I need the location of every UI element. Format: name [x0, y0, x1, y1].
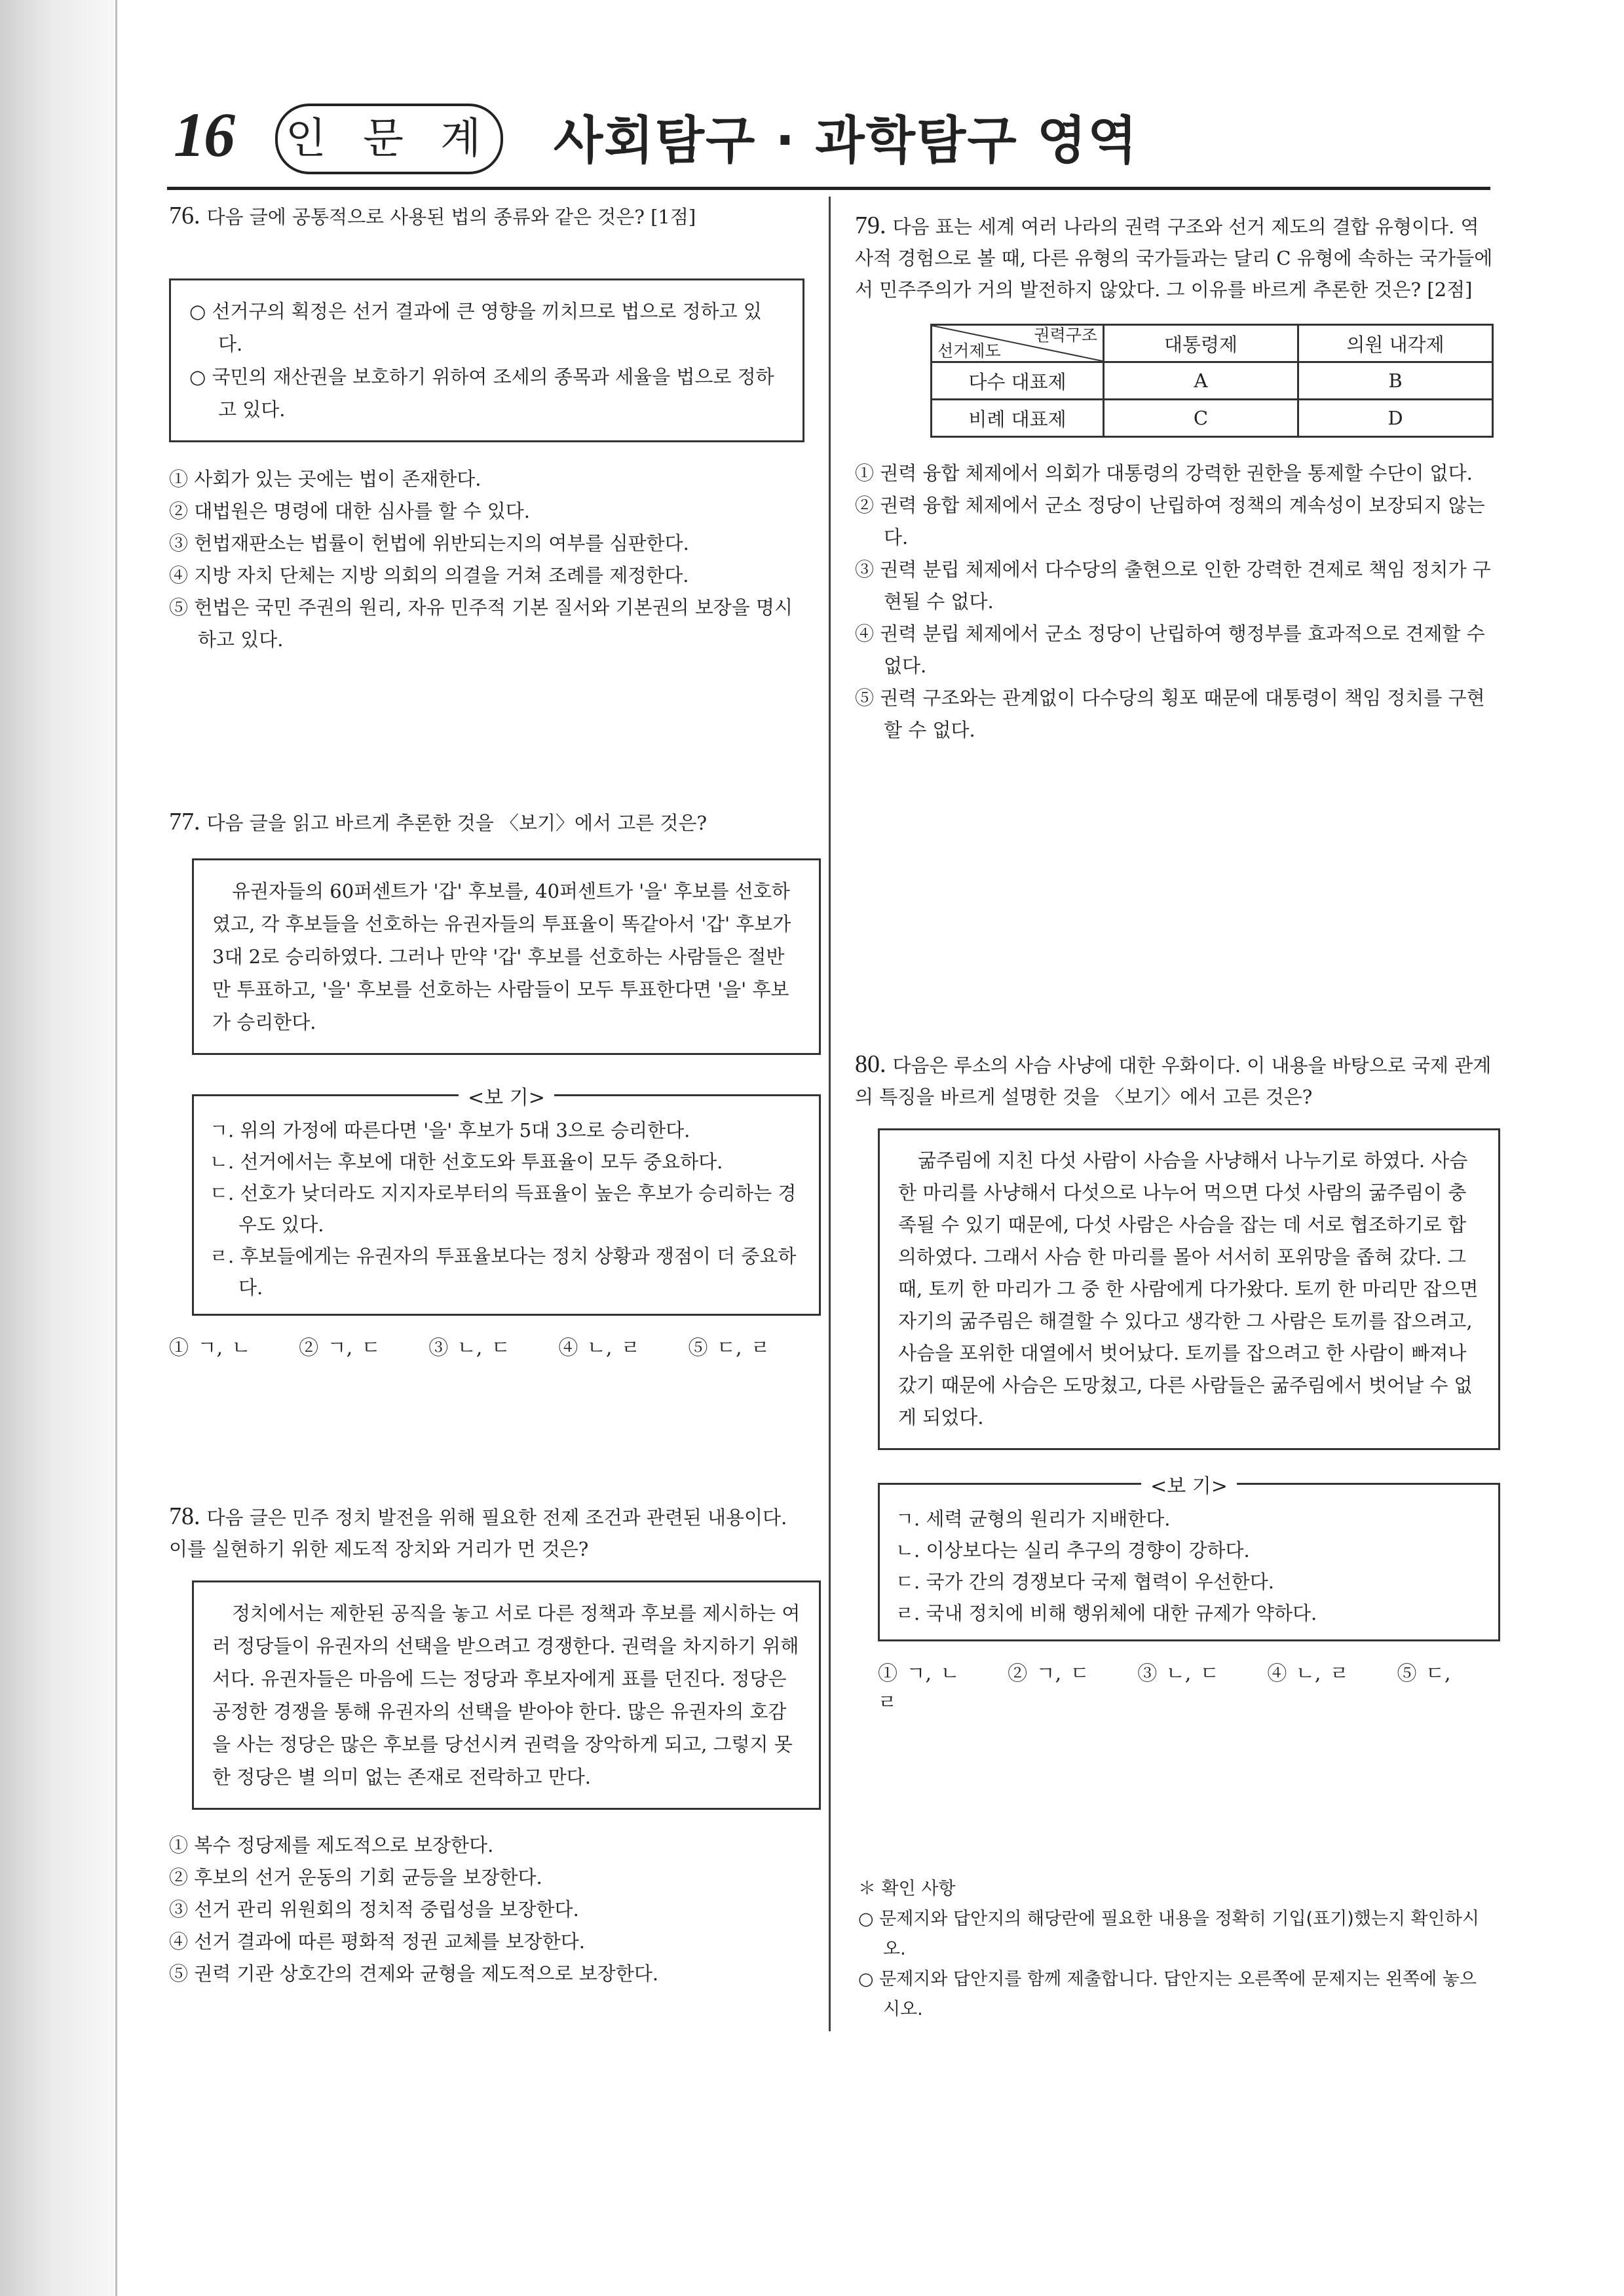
bogi-item: ㄷ. 국가 간의 경쟁보다 국제 협력이 우선한다. [896, 1571, 1274, 1593]
column-divider [829, 197, 831, 2031]
passage-box [169, 278, 804, 442]
bogi-item: ㄱ. 세력 균형의 원리가 지배한다. [896, 1508, 1171, 1530]
table-cell: C [1104, 400, 1298, 437]
answer-choice-2[interactable]: ② 권력 융합 체제에서 군소 정당이 난립하여 정책의 계속성이 보장되지 않는다. [855, 494, 1485, 548]
row-header: 다수 대표제 [932, 362, 1104, 400]
table-corner [932, 325, 1104, 362]
passage-line: ○ 선거구의 획정은 선거 결과에 큰 영향을 끼치므로 법으로 정하고 있다. [189, 300, 762, 355]
answer-choices [169, 1829, 811, 1990]
answer-option-5[interactable]: ⑤ ㄷ, ㄹ [878, 1662, 1451, 1714]
question-76 [169, 200, 811, 656]
corner-bottom-label: 선거제도 [937, 341, 1001, 360]
answer-choice-3[interactable]: ③ 헌법재판소는 법률이 헌법에 위반되는지의 여부를 심판한다. [169, 532, 689, 554]
notes-title: ＊ 확인 사항 [858, 1879, 956, 1899]
answer-option-3[interactable]: ③ ㄴ, ㄷ [1137, 1662, 1219, 1685]
bogi-box [878, 1475, 1500, 1641]
question-stem: 76. 다음 글에 공통적으로 사용된 법의 종류와 같은 것은? [1점] [169, 202, 696, 229]
answer-choices [169, 463, 811, 656]
answer-choice-3[interactable]: ③ 권력 분립 체제에서 다수당의 출현으로 인한 강력한 견제로 책임 정치가 구현될 수 없다. [855, 558, 1491, 613]
answer-option-4[interactable]: ④ ㄴ, ㄹ [1267, 1662, 1349, 1685]
table-cell: D [1298, 400, 1493, 437]
answer-choice-4[interactable]: ④ 권력 분립 체제에서 군소 정당이 난립하여 행정부를 효과적으로 견제할 수 없다. [855, 622, 1485, 677]
track-badge: 인 문 계 [275, 104, 503, 174]
row-header: 비례 대표제 [932, 400, 1104, 437]
answer-option-2[interactable]: ② ㄱ, ㄷ [299, 1337, 381, 1360]
question-80 [855, 1048, 1494, 1715]
answer-choice-1[interactable]: ① 권력 융합 체제에서 의회가 대통령의 강력한 권한을 통제할 수단이 없다. [855, 462, 1473, 484]
answer-options [878, 1657, 1494, 1715]
answer-choices [855, 457, 1494, 746]
answer-choice-1[interactable]: ① 사회가 있는 곳에는 법이 존재한다. [169, 468, 482, 490]
bogi-item: ㄱ. 위의 가정에 따른다면 '을' 후보가 5대 3으로 승리한다. [210, 1119, 690, 1141]
bogi-box [192, 1086, 821, 1316]
question-77 [169, 806, 811, 1360]
page-number: 16 [174, 100, 234, 170]
question-stem: 79. 다음 표는 세계 여러 나라의 권력 구조와 선거 제도의 결합 유형이다. 역사적 경험으로 볼 때, 다른 유형의 국가들과는 달리 C 유형에 속하는 국가들에서 민주주의가 거의 발전하지 않았다. 그 이유를 바르게 추론한 것은? [2점] [855, 212, 1493, 301]
answer-options [169, 1331, 811, 1360]
bogi-label: <보 기> [1141, 1475, 1237, 1498]
note-item: ○ 문제지와 답안지를 함께 제출합니다. 답안지는 오른쪽에 문제지는 왼쪽에 놓으시오. [858, 1969, 1477, 2019]
passage-box [878, 1128, 1500, 1450]
passage-text: 유권자들의 60퍼센트가 '갑' 후보를, 40퍼센트가 '을' 후보를 선호하였고, 각 후보들을 선호하는 유권자들의 투표율이 똑같아서 '갑' 후보가 3대 2로 승리하였다. 그러나 만약 '갑' 후보를 선호하는 사람들은 절반만 투표하고, '을' 후보를 선호하는 사람들이 모두 투표한다면 '을' 후보가 승리한다. [212, 880, 791, 1033]
question-number: 79. [855, 212, 886, 239]
answer-choice-1[interactable]: ① 복수 정당제를 제도적으로 보장한다. [169, 1834, 494, 1856]
question-number: 80. [855, 1050, 886, 1078]
header-rule [167, 187, 1490, 190]
bogi-item: ㄴ. 선거에서는 후보에 대한 선호도와 투표율이 모두 중요하다. [210, 1151, 723, 1173]
passage-text: 정치에서는 제한된 공직을 놓고 서로 다른 정책과 후보를 제시하는 여러 정당들이 유권자의 선택을 받으려고 경쟁한다. 권력을 차지하기 위해서다. 유권자들은 마음에 드는 정당과 후보자에게 표를 던진다. 정당은 공정한 경쟁을 통해 유권자의 선택을 받아야 한다. 많은 유권자의 호감을 사는 정당은 많은 후보를 당선시켜 권력을 장악하게 되고, 그렇지 못한 정당은 별 의미 없는 존재로 전락하고 만다. [212, 1602, 801, 1788]
question-number: 78. [169, 1502, 200, 1530]
answer-option-1[interactable]: ① ㄱ, ㄴ [878, 1662, 960, 1685]
question-stem: 80. 다음은 루소의 사슴 사냥에 대한 우화이다. 이 내용을 바탕으로 국제 관계의 특징을 바르게 설명한 것을 〈보기〉에서 고른 것은? [855, 1050, 1492, 1108]
bogi-item: ㄹ. 국내 정치에 비해 행위체에 대한 규제가 약하다. [896, 1602, 1317, 1624]
question-number: 76. [169, 202, 200, 229]
answer-option-5[interactable]: ⑤ ㄷ, ㄹ [688, 1337, 770, 1360]
column-header: 의원 내각제 [1298, 325, 1493, 362]
answer-choice-4[interactable]: ④ 지방 자치 단체는 지방 의회의 의결을 거쳐 조례를 제정한다. [169, 564, 689, 586]
column-header: 대통령제 [1104, 325, 1298, 362]
book-spine-shadow [0, 0, 115, 2296]
spine-edge [115, 0, 117, 2296]
passage-text: 굶주림에 지친 다섯 사람이 사슴을 사냥해서 나누기로 하였다. 사슴 한 마리를 사냥해서 다섯으로 나누어 먹으면 다섯 사람의 굶주림이 충족될 수 있기 때문에, 다섯 사람은 사슴을 잡는 데 서로 협조하기로 합의하였다. 그래서 사슴 한 마리를 몰아 서서히 포위망을 좁혀 갔다. 그 때, 토끼 한 마리가 그 중 한 사람에게 다가왔다. 토끼 한 마리만 잡으면 자기의 굶주림은 해결할 수 있다고 생각한 그 사람은 토끼를 잡으려고, 사슴을 포위한 대열에서 벗어났다. 토끼를 잡으려고 한 사람이 빠져나갔기 때문에 사슴은 도망쳤고, 다른 사람들은 굶주림에서 벗어날 수 없게 되었다. [898, 1149, 1479, 1428]
question-78 [169, 1501, 811, 1990]
passage-line: ○ 국민의 재산권을 보호하기 위하여 조세의 종목과 세율을 법으로 정하고 있다. [189, 366, 774, 421]
confirmation-notes [858, 1874, 1494, 2025]
question-stem: 77. 다음 글을 읽고 바르게 추론한 것을 〈보기〉에서 고른 것은? [169, 808, 708, 835]
page-header [167, 92, 1490, 183]
passage-box [192, 1580, 821, 1810]
answer-option-1[interactable]: ① ㄱ, ㄴ [169, 1337, 251, 1360]
exam-title: 사회탐구 · 과학탐구 영역 [554, 111, 1139, 170]
bogi-item: ㄷ. 선호가 낮더라도 지지자로부터의 득표율이 높은 후보가 승리하는 경우도 있다. [210, 1182, 797, 1236]
answer-choice-2[interactable]: ② 후보의 선거 운동의 기회 균등을 보장한다. [169, 1866, 542, 1888]
answer-choice-5[interactable]: ⑤ 헌법은 국민 주권의 원리, 자유 민주적 기본 질서와 기본권의 보장을 명시하고 있다. [169, 596, 793, 651]
bogi-label: <보 기> [459, 1086, 554, 1109]
question-stem: 78. 다음 글은 민주 정치 발전을 위해 필요한 전제 조건과 관련된 내용이다. 이를 실현하기 위한 제도적 장치와 거리가 먼 것은? [169, 1502, 787, 1560]
answer-option-3[interactable]: ③ ㄴ, ㄷ [428, 1337, 510, 1360]
passage-box [192, 858, 821, 1055]
answer-choice-5[interactable]: ⑤ 권력 기관 상호간의 견제와 균형을 제도적으로 보장한다. [169, 1962, 659, 1985]
answer-option-2[interactable]: ② ㄱ, ㄷ [1008, 1662, 1089, 1685]
structure-table [930, 324, 1494, 438]
answer-choice-4[interactable]: ④ 선거 결과에 따른 평화적 정권 교체를 보장한다. [169, 1930, 586, 1953]
bogi-item: ㄴ. 이상보다는 실리 추구의 경향이 강하다. [896, 1539, 1250, 1561]
answer-choice-5[interactable]: ⑤ 권력 구조와는 관계없이 다수당의 횡포 때문에 대통령이 책임 정치를 구현할 수 없다. [855, 687, 1485, 741]
question-number: 77. [169, 808, 200, 835]
table-cell: A [1104, 362, 1298, 400]
bogi-item: ㄹ. 후보들에게는 유권자의 투표율보다는 정치 상황과 쟁점이 더 중요하다. [210, 1245, 797, 1299]
answer-choice-3[interactable]: ③ 선거 관리 위원회의 정치적 중립성을 보장한다. [169, 1898, 579, 1921]
answer-option-4[interactable]: ④ ㄴ, ㄹ [558, 1337, 640, 1360]
note-item: ○ 문제지와 답안지의 해당란에 필요한 내용을 정확히 기입(표기)했는지 확인하시오. [858, 1909, 1479, 1959]
corner-top-label: 권력구조 [1034, 326, 1097, 345]
table-cell: B [1298, 362, 1493, 400]
question-79 [855, 210, 1494, 746]
answer-choice-2[interactable]: ② 대법원은 명령에 대한 심사를 할 수 있다. [169, 500, 530, 522]
